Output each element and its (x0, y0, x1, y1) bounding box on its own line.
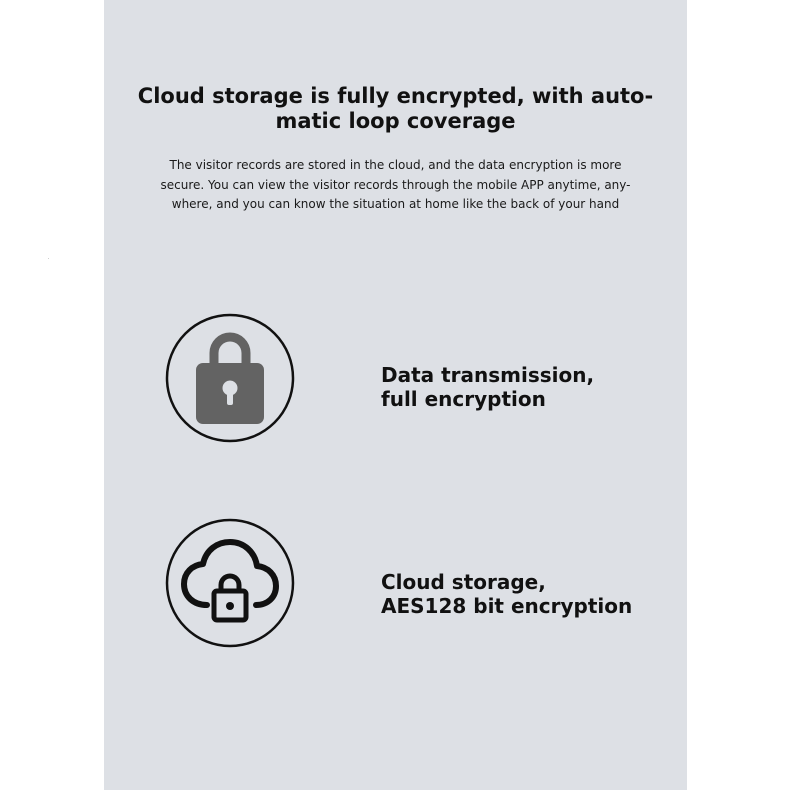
feature-2-line-2: AES128 bit encryption (381, 594, 633, 618)
feature-1-line-2: full encryption (381, 387, 546, 411)
feature-1-line-1: Data transmission, (381, 363, 595, 387)
feature-cloud-storage-text (381, 570, 632, 618)
headline-line-2: matic loop coverage (275, 109, 516, 133)
intro-line-2: secure. You can view the visitor records through the mobile APP anytime, any- (160, 177, 631, 192)
intro-line-3: where, and you can know the situation at home like the back of your hand (171, 197, 620, 211)
intro-line-1: The visitor records are stored in the cloud, and the data encryption is more (169, 158, 622, 172)
info-panel (104, 0, 687, 790)
headline (104, 84, 687, 134)
stray-dot (48, 258, 49, 259)
feature-encryption-text (381, 363, 594, 411)
cloud-lock-icon (165, 518, 295, 648)
intro-paragraph (104, 156, 687, 215)
headline-line-1: Cloud storage is fully encrypted, with auto- (137, 84, 654, 108)
feature-2-line-1: Cloud storage, (381, 570, 546, 594)
padlock-icon (165, 313, 295, 443)
